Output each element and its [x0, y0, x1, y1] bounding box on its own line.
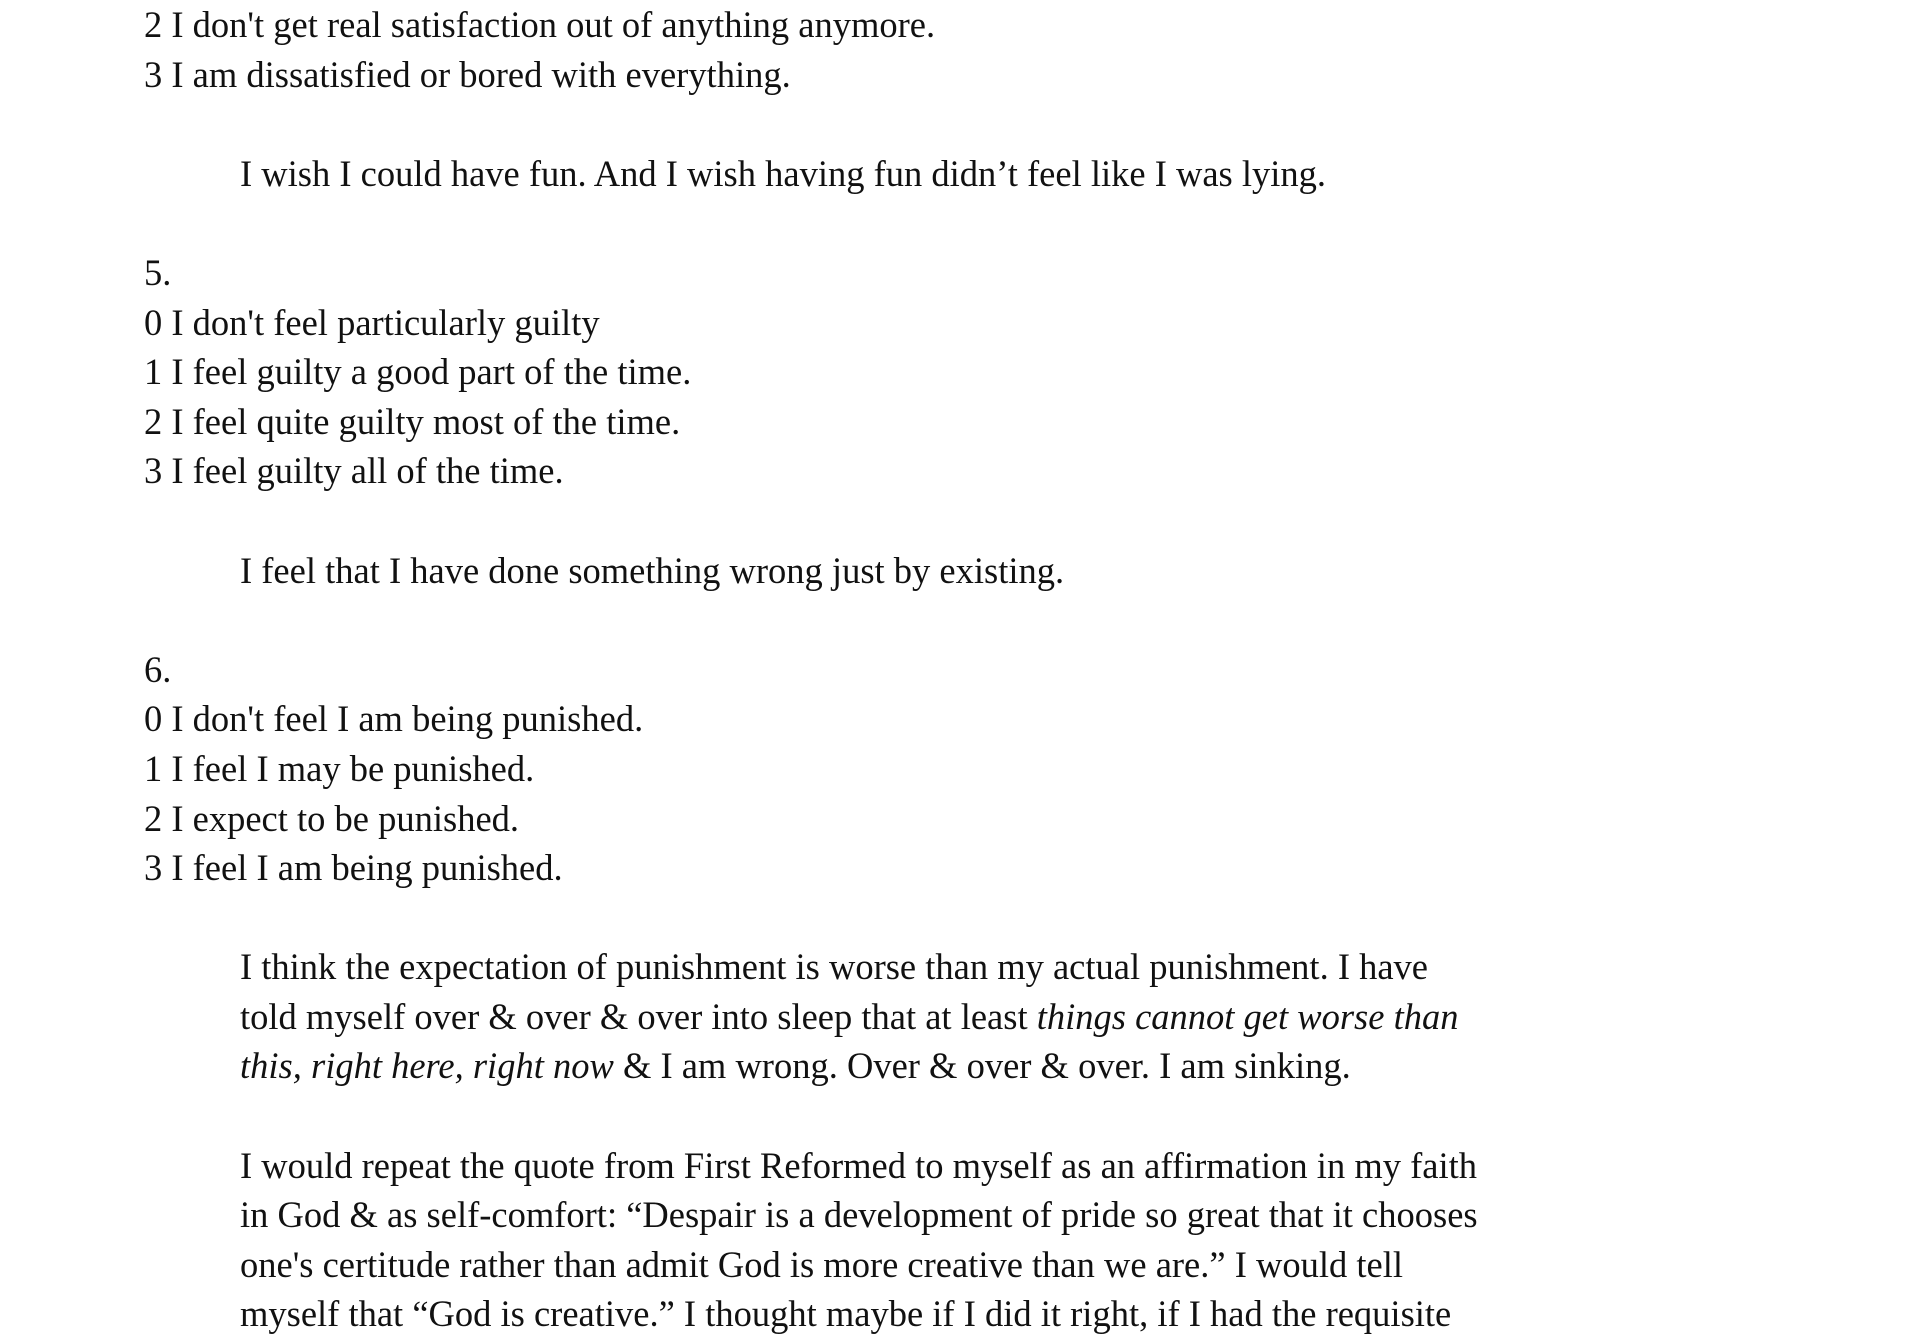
option-line: 1 I feel guilty a good part of the time. — [144, 351, 692, 393]
option-line: 2 I don't get real satisfaction out of anything anymore. — [144, 4, 936, 45]
commentary-italic-text: this, right here, right now — [240, 1045, 614, 1087]
option-line: 3 I feel I am being punished. — [144, 847, 563, 889]
commentary-italic-text: things cannot get worse than — [1036, 995, 1459, 1037]
commentary-block — [144, 942, 1624, 1091]
option-line: 3 I feel guilty all of the time. — [144, 450, 564, 492]
option-line: 1 I feel I may be punished. — [144, 747, 535, 789]
commentary-line: I would repeat the quote from First Reformed to myself as an affirmation in my faith — [240, 1144, 1477, 1186]
option-line: 2 I feel quite guilty most of the time. — [144, 400, 681, 442]
commentary-line: in God & as self-comfort: “Despair is a development of pride so great that it chooses — [240, 1194, 1478, 1236]
commentary-line: I think the expectation of punishment is worse than my actual punishment. I have — [240, 946, 1428, 988]
paragraph-gap — [144, 893, 1624, 943]
commentary-block — [144, 149, 1624, 199]
paragraph-gap — [144, 198, 1624, 248]
commentary-line — [240, 1041, 1624, 1091]
commentary-block — [144, 1141, 1624, 1339]
commentary-line: one's certitude rather than admit God is more creative than we are.” I would tell — [240, 1243, 1403, 1285]
commentary-text: told myself over & over & over into sleep that at least — [240, 995, 1037, 1037]
commentary-line: I wish I could have fun. And I wish having fun didn’t feel like I was lying. — [240, 152, 1327, 194]
option-line: 0 I don't feel particularly guilty — [144, 301, 600, 343]
option-line: 0 I don't feel I am being punished. — [144, 698, 644, 740]
paragraph-gap — [144, 99, 1624, 149]
paragraph-gap — [144, 595, 1624, 645]
option-line: 3 I am dissatisfied or bored with everything. — [144, 53, 791, 95]
commentary-line: myself that “God is creative.” I thought maybe if I did it right, if I had the requisite — [240, 1293, 1452, 1335]
item-number: 6. — [144, 648, 172, 690]
document-body — [144, 0, 1624, 1339]
commentary-block — [144, 546, 1624, 596]
paragraph-gap — [144, 496, 1624, 546]
item-number: 5. — [144, 251, 172, 293]
commentary-text: & I am wrong. Over & over & over. I am sinking. — [613, 1045, 1351, 1087]
option-line: 2 I expect to be punished. — [144, 797, 520, 839]
paragraph-gap — [144, 1091, 1624, 1141]
commentary-line — [240, 992, 1624, 1042]
commentary-line: I feel that I have done something wrong just by existing. — [240, 549, 1065, 591]
